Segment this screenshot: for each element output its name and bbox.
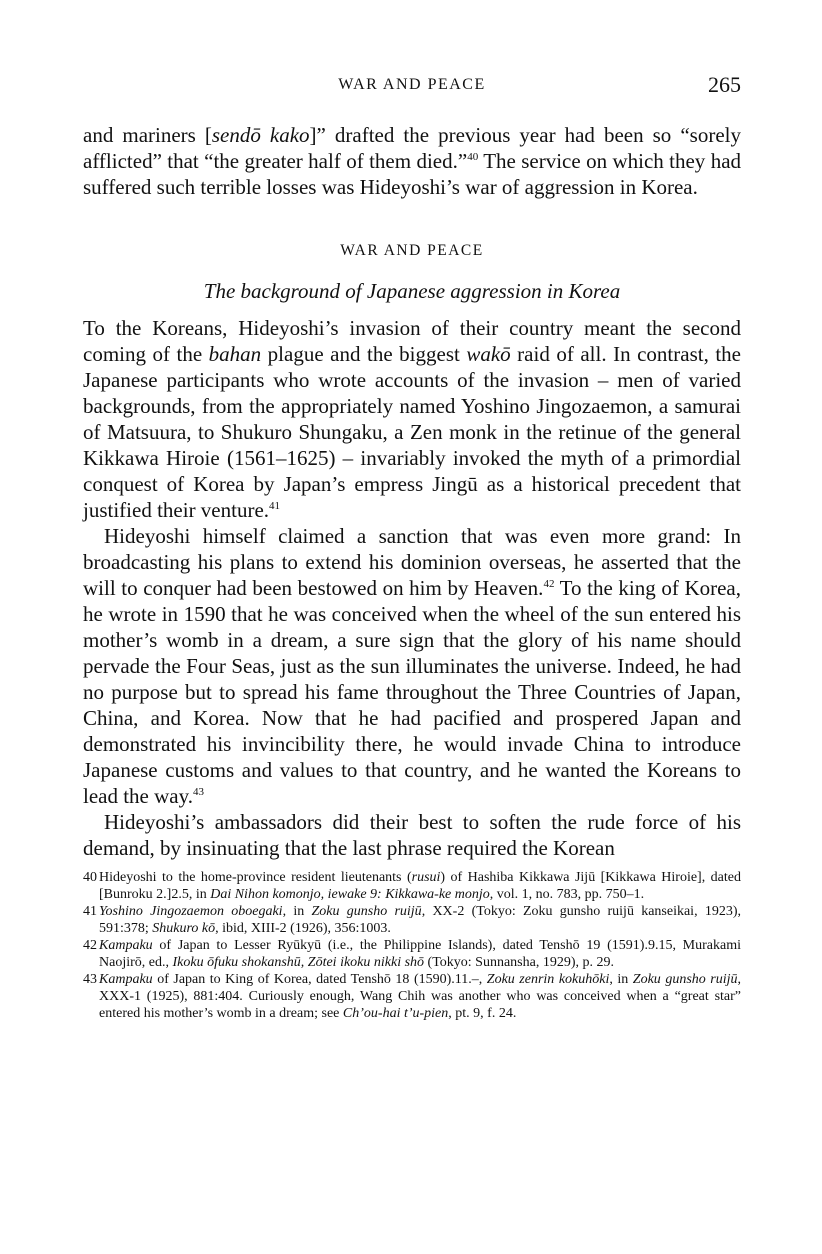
footnote-ref-41: 41 [269, 500, 281, 512]
section-heading: WAR AND PEACE [340, 242, 484, 259]
footnote-text: Hideyoshi to the home-province resident lieutenants (rusui) of Hashiba Kikkawa Jijū [Kikkawa Hiroie], dated [Bunroku 2.]2.5, in Dai Nihon komonjo, iewake 9: Kikkawa-ke monjo, vol. 1, no. 783, pp. 750–1. [99, 870, 741, 902]
footnote-42 [83, 937, 741, 971]
running-title: WAR AND PEACE [338, 76, 486, 93]
body-paragraph-2: Hideyoshi himself claimed a sanction that was even more grand: In broadcasting his plans to extend his dominion overseas, he asserted that the will to conquer had been bestowed on him by Heaven.$^{42}$ To the king of Korea, he wrote in 1590 that he was conceived when the wheel of the sun entered his mother’s womb in a dream, a sure sign that the glory of his name should pervade the Four Seas, just as the sun illuminates the universe. Indeed, he had no purpose but to spread his fame throughout the Three Countries of Japan, China, and Korea. Now that he had pacified and prospered Japan and demonstrated his invincibility there, he would invade China to introduce Japanese customs and values to that country, and he wanted the Koreans to lead the way.$^{43}$ [83, 524, 741, 808]
footnote-text: Kampaku of Japan to King of Korea, dated Tenshō 18 (1590).11.–, Zoku zenrin kokuhōki, in Zoku gunsho ruijū, XXX-1 (1925), 881:404. Curiously enough, Wang Chih was another who was conceived when a “great star” entered his mother’s womb in a dream; see Ch’ou-hai t’u-pien, pt. 9, f. 24. [99, 972, 742, 1021]
footnote-number: 41 [83, 904, 97, 919]
running-head [83, 68, 741, 104]
footnote-number: 43 [83, 972, 97, 987]
footnote-ref-42: 42 [543, 578, 555, 590]
body-paragraph-3: Hideyoshi’s ambassadors did their best to soften the rude force of his demand, by insinuating that the last phrase required the Korean [83, 810, 741, 860]
body-paragraph-continued: and mariners [sendō kako]” drafted the previous year had been so “sorely afflicted” that “the greater half of them died.”$^{40}$ The service on which they had suffered such terrible losses was Hideyoshi’s war of aggression in Korea. [83, 123, 742, 199]
footnote-43 [83, 971, 741, 1022]
footnotes [83, 869, 741, 1022]
footnote-number: 42 [83, 938, 97, 953]
page-number: 265 [708, 72, 741, 97]
footnote-number: 40 [83, 870, 97, 885]
body-paragraph-1: To the Koreans, Hideyoshi’s invasion of their country meant the second coming of the bahan plague and the biggest wakō raid of all. In contrast, the Japanese participants who wrote accounts of the invasion – men of varied backgrounds, from the appropriately named Yoshino Jingozaemon, a samurai of Matsuura, to Shukuro Shungaku, a Zen monk in the retinue of the general Kikkawa Hiroie (1561–1625) – invariably invoked the myth of a primordial conquest of Korea by Japan’s empress Jingū as a historical precedent that justified their venture.$^{41}$ [83, 316, 741, 522]
footnote-ref-40: 40 [467, 151, 479, 163]
footnote-41 [83, 903, 741, 937]
footnote-text: Yoshino Jingozaemon oboegaki, in Zoku gunsho ruijū, XX-2 (Tokyo: Zoku gunsho ruijū kanseikai, 1923), 591:378; Shukuro kō, ibid, XIII-2 (1926), 356:1003. [99, 904, 741, 936]
footnote-ref-43: 43 [193, 786, 205, 798]
footnote-40 [83, 869, 741, 903]
subsection-heading: The background of Japanese aggression in Korea [203, 279, 621, 303]
book-page [83, 68, 741, 1022]
footnote-text: Kampaku of Japan to Lesser Ryūkyū (i.e., the Philippine Islands), dated Tenshō 19 (1591).9.15, Murakami Naojirō, ed., Ikoku ōfuku shokanshū, Zōtei ikoku nikki shō (Tokyo: Sunnansha, 1929), p. 29. [99, 938, 741, 970]
